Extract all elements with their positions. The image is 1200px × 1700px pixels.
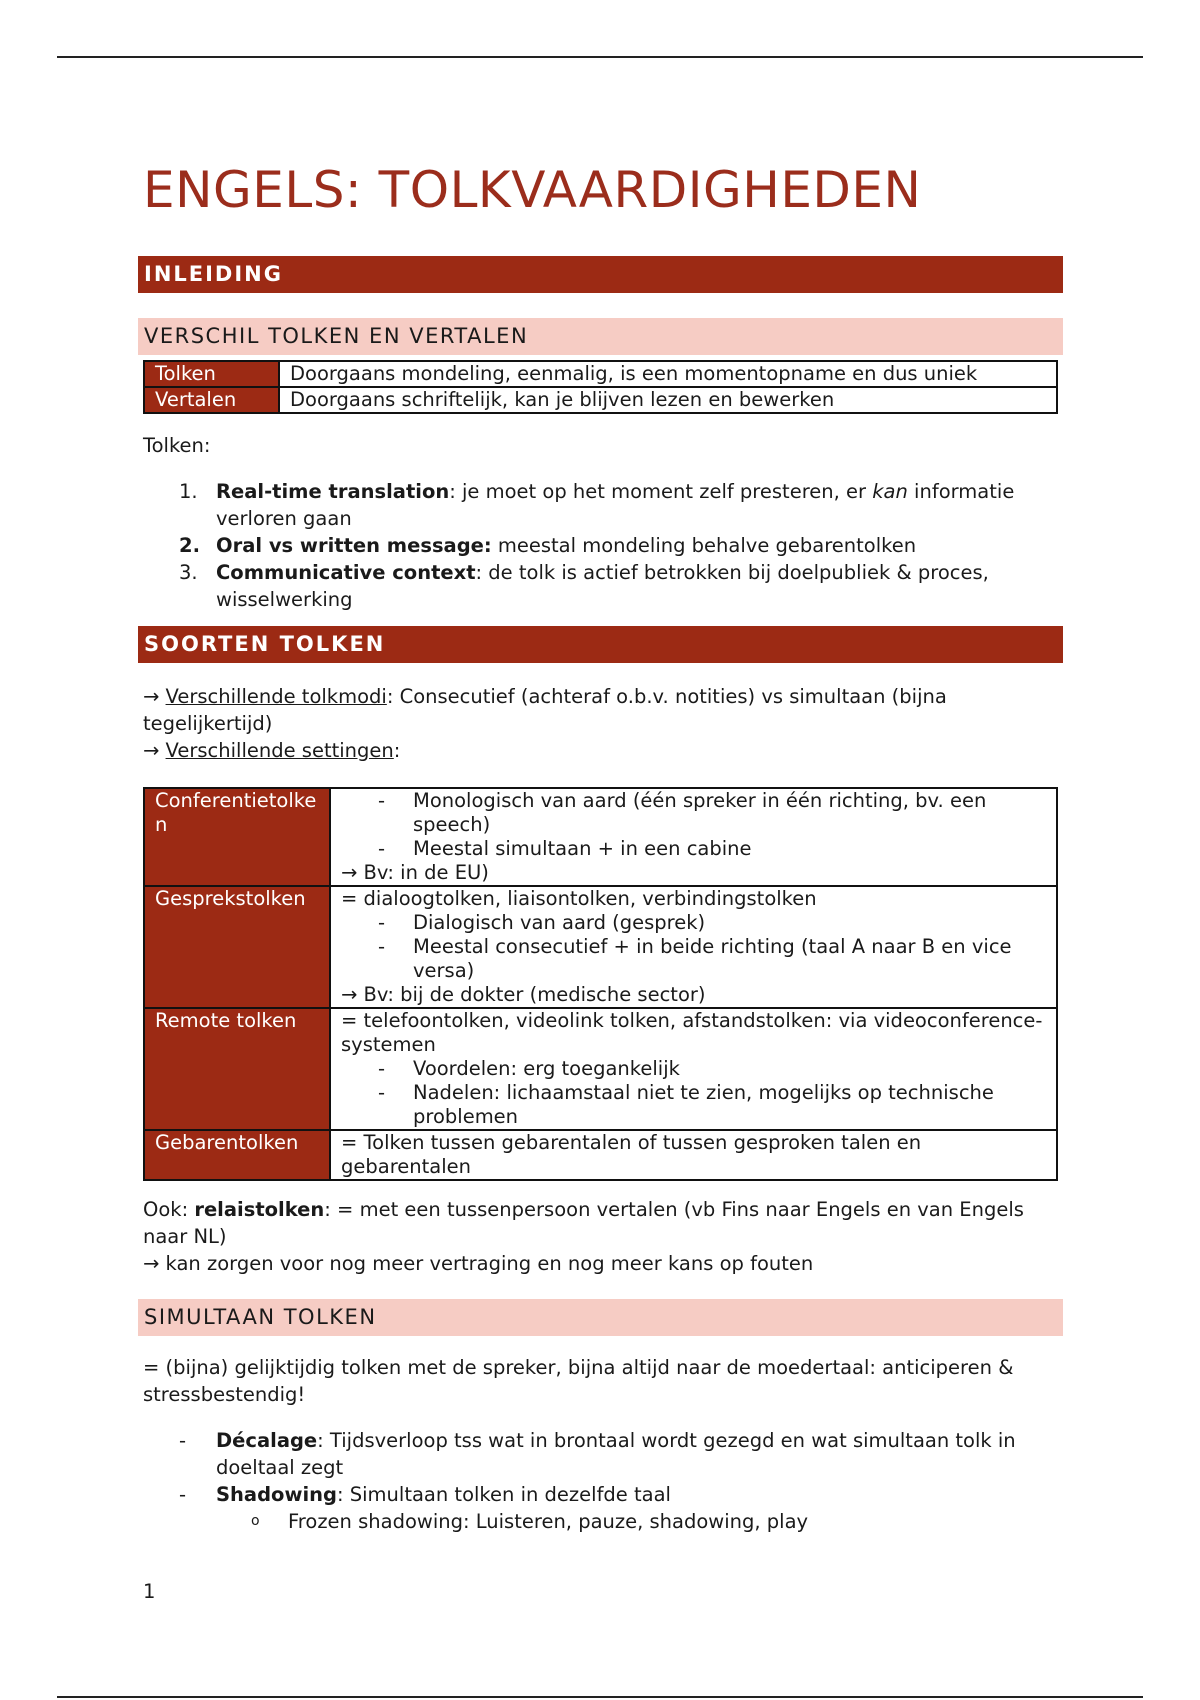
list-item <box>341 911 1046 935</box>
term-cell: Vertalen <box>144 387 279 413</box>
cell-list <box>341 1057 1046 1129</box>
ook-label: Ook: <box>143 1198 195 1221</box>
heading-inleiding: INLEIDING <box>138 256 1063 293</box>
cell-intro: = dialoogtolken, liaisontolken, verbindingstolken <box>341 887 817 910</box>
item-text: Nadelen: lichaamstaal niet te zien, mogelijks op technische problemen <box>413 1081 994 1128</box>
example-line: → Bv: in de EU) <box>341 861 489 884</box>
desc-cell: Doorgaans schriftelijk, kan je blijven lezen en bewerken <box>279 387 1057 413</box>
line-text: : <box>393 739 401 762</box>
relais-text: : = met een tussenpersoon vertalen (vb Fins naar Engels en van Engels naar NL) <box>143 1198 1024 1248</box>
verschil-table <box>143 360 1058 414</box>
list-item <box>143 478 1063 532</box>
term-cell: Tolken <box>144 361 279 387</box>
simultaan-list <box>143 1427 1063 1508</box>
list-item-term: Real-time translation <box>216 480 450 503</box>
cell-intro: = telefoontolken, videolink tolken, afstandstolken: via videoconference-systemen <box>341 1009 1043 1056</box>
list-item <box>143 1427 1063 1481</box>
item-text: Meestal simultaan + in een cabine <box>413 837 752 860</box>
bottom-rule <box>57 1696 1143 1698</box>
item-text: Voordelen: erg toegankelijk <box>413 1057 680 1080</box>
table-row <box>144 886 1057 1008</box>
list-item-text: informatie verloren gaan <box>216 480 1015 530</box>
relais-term: relaistolken <box>194 1198 325 1221</box>
desc-cell <box>330 788 1057 886</box>
simultaan-intro: = (bijna) gelijktijdig tolken met de spreker, bijna altijd naar de moedertaal: anticiperen & stressbestendig! <box>143 1356 1014 1406</box>
settings-table <box>143 787 1058 1181</box>
list-number: 3. <box>179 561 198 584</box>
list-item-term: Shadowing <box>216 1483 337 1506</box>
list-item-text: : Simultaan tolken in dezelfde taal <box>336 1483 671 1506</box>
heading-simultaan: SIMULTAAN TOLKEN <box>138 1299 1063 1336</box>
page-content <box>143 160 1063 1535</box>
underlined-term: Verschillende tolkmodi <box>165 685 387 708</box>
tolken-intro: Tolken: <box>143 434 211 457</box>
list-number: 2. <box>179 534 200 557</box>
dash-icon: - <box>179 1429 187 1452</box>
sub-item-text: Frozen shadowing: Luisteren, pauze, shadowing, play <box>288 1510 809 1533</box>
heading-soorten: SOORTEN TOLKEN <box>138 626 1063 663</box>
soorten-intro <box>143 683 1063 764</box>
list-item-term: Communicative context <box>216 561 476 584</box>
arrow-line <box>143 737 1063 764</box>
arrow-line <box>143 683 1063 737</box>
desc-cell <box>330 1130 1057 1180</box>
desc-cell: Doorgaans mondeling, eenmalig, is een momentopname en dus uniek <box>279 361 1057 387</box>
page-number: 1 <box>143 1580 156 1603</box>
list-item <box>341 789 1046 837</box>
list-item <box>341 837 1046 861</box>
term-cell: Remote tolken <box>144 1008 330 1130</box>
list-item-text: meestal mondeling behalve gebarentolken <box>491 534 917 557</box>
dash-icon: - <box>378 837 386 860</box>
list-item <box>143 559 1063 613</box>
relais-arrow-line: → kan zorgen voor nog meer vertraging en nog meer kans op fouten <box>143 1252 814 1275</box>
list-item <box>341 935 1046 983</box>
table-row <box>144 1130 1057 1180</box>
list-number: 1. <box>179 480 198 503</box>
relais-line <box>143 1196 1063 1250</box>
dash-icon: - <box>378 935 386 958</box>
arrow-icon: → <box>143 739 160 762</box>
desc-cell <box>330 1008 1057 1130</box>
cell-intro: = Tolken tussen gebarentalen of tussen gesproken talen en gebarentalen <box>341 1131 922 1178</box>
term-cell: Gebarentolken <box>144 1130 330 1180</box>
list-item-term: Oral vs written message: <box>216 534 492 557</box>
sub-list-item <box>143 1508 1063 1535</box>
table-row <box>144 387 1057 413</box>
heading-verschil: VERSCHIL TOLKEN EN VERTALEN <box>138 318 1063 355</box>
underlined-term: Verschillende settingen <box>165 739 394 762</box>
tolken-list <box>143 478 1063 613</box>
dash-icon: - <box>378 789 386 812</box>
relais-block <box>143 1196 1063 1277</box>
document-title: ENGELS: TOLKVAARDIGHEDEN <box>143 161 922 219</box>
term-cell: Gesprekstolken <box>144 886 330 1008</box>
dash-icon: - <box>378 1057 386 1080</box>
example-line: → Bv: bij de dokter (medische sector) <box>341 983 706 1006</box>
list-item-text: : je moet op het moment zelf presteren, er <box>449 480 873 503</box>
item-text: Meestal consecutief + in beide richting (taal A naar B en vice versa) <box>413 935 1012 982</box>
table-row <box>144 361 1057 387</box>
desc-cell <box>330 886 1057 1008</box>
item-text: Monologisch van aard (één spreker in één richting, bv. een speech) <box>413 789 987 836</box>
list-item <box>341 1057 1046 1081</box>
dash-icon: - <box>378 1081 386 1104</box>
dash-icon: - <box>179 1483 187 1506</box>
list-item-text: : de tolk is actief betrokken bij doelpubliek & proces, wisselwerking <box>216 561 989 611</box>
arrow-icon: → <box>143 685 160 708</box>
line-text: : Consecutief (achteraf o.b.v. notities) vs simultaan (bijna tegelijkertijd) <box>143 685 947 735</box>
table-row <box>144 1008 1057 1130</box>
dash-icon: - <box>378 911 386 934</box>
item-text: Dialogisch van aard (gesprek) <box>413 911 706 934</box>
table-row <box>144 788 1057 886</box>
list-item <box>143 532 1063 559</box>
list-item <box>341 1081 1046 1129</box>
cell-list <box>341 911 1046 983</box>
cell-list <box>341 789 1046 861</box>
term-cell: Conferentietolken <box>144 788 330 886</box>
circle-bullet-icon: o <box>251 1513 260 1529</box>
top-rule <box>57 56 1143 58</box>
list-item-term: Décalage <box>216 1429 318 1452</box>
list-item-emphasis: kan <box>872 480 908 503</box>
list-item <box>143 1481 1063 1508</box>
list-item-text: : Tijdsverloop tss wat in brontaal wordt gezegd en wat simultaan tolk in doeltaal zegt <box>216 1429 1016 1479</box>
